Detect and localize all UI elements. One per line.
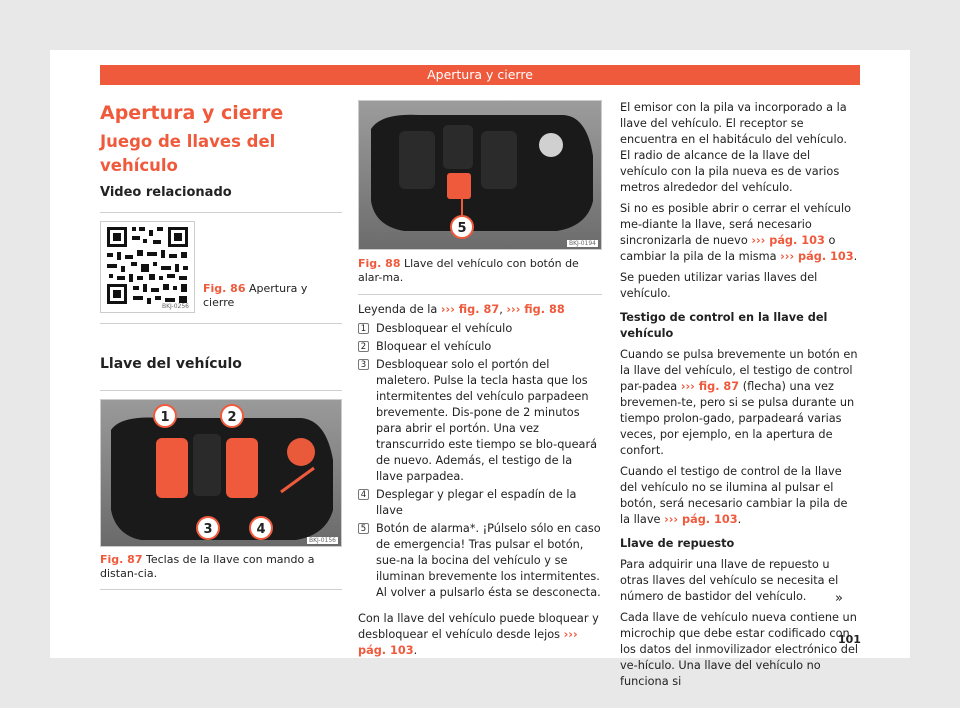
figure-88-image (358, 100, 602, 250)
legend-separator: , (499, 303, 507, 316)
figure-label: Fig. 88 (358, 257, 401, 270)
divider (100, 212, 342, 213)
xref-page-103[interactable]: ››› pág. 103 (751, 234, 825, 247)
xref-fig87[interactable]: ››› fig. 87 (680, 380, 740, 393)
xref-page-103[interactable]: ››› pág. 103 (664, 513, 738, 526)
legend-text: Desbloquear solo el portón del maletero. Pulse la tecla hasta que los intermitentes del vehículo parpadeen brevemente. Dis-pone de 2 minutos para abrir el portón. Una vez transcurrido este tiempo se blo-queará de nuevo. Además, el testigo de la llave parpadea. (376, 358, 598, 483)
figure-86 (100, 221, 342, 313)
continue-arrow-icon: » (835, 591, 843, 606)
paragraph-text: Cuando se pulsa brevemente un botón en la llave del vehículo, el testigo de control par-padea (620, 348, 858, 393)
page-number: 101 (838, 633, 861, 646)
legend-intro (358, 302, 602, 318)
column-right (620, 100, 860, 695)
callout-4: 4 (256, 522, 266, 537)
figure-caption-text: Teclas de la llave con mando a distan-cia. (100, 553, 315, 580)
xref-page-103[interactable]: ››› pág. 103 (780, 250, 854, 263)
legend-prefix: Leyenda de la (358, 303, 438, 316)
legend-item (358, 521, 602, 601)
video-heading: Video relacionado (100, 185, 232, 200)
callout-3: 3 (203, 522, 213, 537)
figure-caption-text: Llave del vehículo con botón de alar-ma. (358, 257, 579, 284)
remote-paragraph (358, 611, 602, 659)
legend-list (358, 321, 602, 601)
paragraph-end: . (853, 250, 858, 263)
legend-item (358, 487, 602, 519)
paragraph-text: Cuando el testigo de control de la llave del vehículo no se ilumina al pulsar el botón, será necesario cambiar la pila de la llave (620, 465, 848, 526)
legend-text: Bloquear el vehículo (376, 340, 492, 353)
figure-code: BKJ-0156 (308, 537, 336, 544)
paragraph-end: . (737, 513, 742, 526)
legend-number: 4 (358, 489, 369, 500)
figure-label: Fig. 86 (203, 282, 246, 295)
figure-87-caption (100, 553, 342, 581)
divider (100, 589, 342, 590)
divider (100, 390, 342, 391)
column-left (100, 100, 342, 590)
running-header: Apertura y cierre (427, 67, 533, 82)
column-middle (358, 100, 602, 659)
legend-item (358, 339, 602, 355)
figure-code: BKJ-0194 (568, 240, 596, 247)
subheading-testigo: Testigo de control en la llave del vehículo (620, 311, 828, 340)
paragraph-text: (flecha) una vez brevemen-te, pero si se pulsa durante un tiempo prolon-gado, parpadeará varias veces, por ejemplo, en la apertura de confort. (620, 380, 855, 457)
divider (100, 323, 342, 324)
figure-87-image (100, 399, 342, 547)
alarm-key-illustration (359, 101, 601, 249)
qr-code-icon (101, 222, 194, 312)
paragraph: Se pueden utilizar varias llaves del vehículo. (620, 271, 818, 300)
paragraph (620, 201, 860, 265)
key-section-heading: Llave del vehículo (100, 356, 242, 372)
legend-number: 1 (358, 323, 369, 334)
legend-item (358, 321, 602, 337)
legend-text: Desplegar y plegar el espadín de la llave (376, 488, 577, 517)
legend-text: Botón de alarma*. ¡Púlselo sólo en caso de emergencia! Tras pulsar el botón, sue-na la bocina del vehículo y se iluminan brevemente los intermitentes. Al volver a pulsarlo ésta se desconecta. (376, 522, 601, 599)
subheading-repuesto: Llave de repuesto (620, 537, 735, 550)
paragraph-text: Si no es posible abrir o cerrar el vehículo me-diante la llave, será necesario sincronizarla de nuevo (620, 202, 852, 247)
legend-number: 2 (358, 341, 369, 352)
remote-key-illustration (101, 400, 341, 546)
figure-code: BKJ-0256 (161, 303, 189, 310)
legend-number: 5 (358, 523, 369, 534)
callout-2: 2 (227, 410, 237, 425)
xref-fig88[interactable]: ››› fig. 88 (506, 303, 565, 316)
paragraph: Para adquirir una llave de repuesto u otras llaves del vehículo se necesita el número de bastidor del vehículo. (620, 558, 839, 603)
legend-text: Desbloquear el vehículo (376, 322, 513, 335)
paragraph-end: . (413, 644, 418, 657)
paragraph (620, 464, 860, 528)
figure-86-caption (203, 282, 342, 310)
chapter-title: Apertura y cierre (100, 102, 284, 124)
callout-1: 1 (160, 410, 170, 425)
section-title: Juego de llaves del vehículo (100, 132, 276, 175)
figure-88-caption (358, 257, 602, 285)
figure-label: Fig. 87 (100, 553, 143, 566)
paragraph-text: Con la llave del vehículo puede bloquear y desbloquear el vehículo desde lejos (358, 612, 599, 641)
legend-item (358, 357, 602, 485)
xref-page-103[interactable]: ››› pág. 103 (358, 628, 578, 657)
xref-fig87[interactable]: ››› fig. 87 (440, 303, 500, 316)
divider (358, 294, 602, 295)
paragraph-text: o cambiar la pila de la misma (620, 234, 836, 263)
legend-number: 3 (358, 359, 369, 370)
figure-caption-text: Apertura y cierre (203, 282, 308, 309)
qr-code-image[interactable] (100, 221, 195, 313)
paragraph: Cada llave de vehículo nueva contiene un microchip que debe estar codificado con los datos del inmovilizador electrónico del ve-hículo. Una llave del vehículo no funciona si (620, 611, 859, 688)
callout-5: 5 (457, 221, 467, 236)
paragraph (620, 347, 860, 459)
paragraph: El emisor con la pila va incorporado a la llave del vehículo. El receptor se encuentra en el habitáculo del vehículo. El radio de alcance de la llave del vehículo con la pila nueva es de varios metros alrededor del vehículo. (620, 101, 847, 194)
